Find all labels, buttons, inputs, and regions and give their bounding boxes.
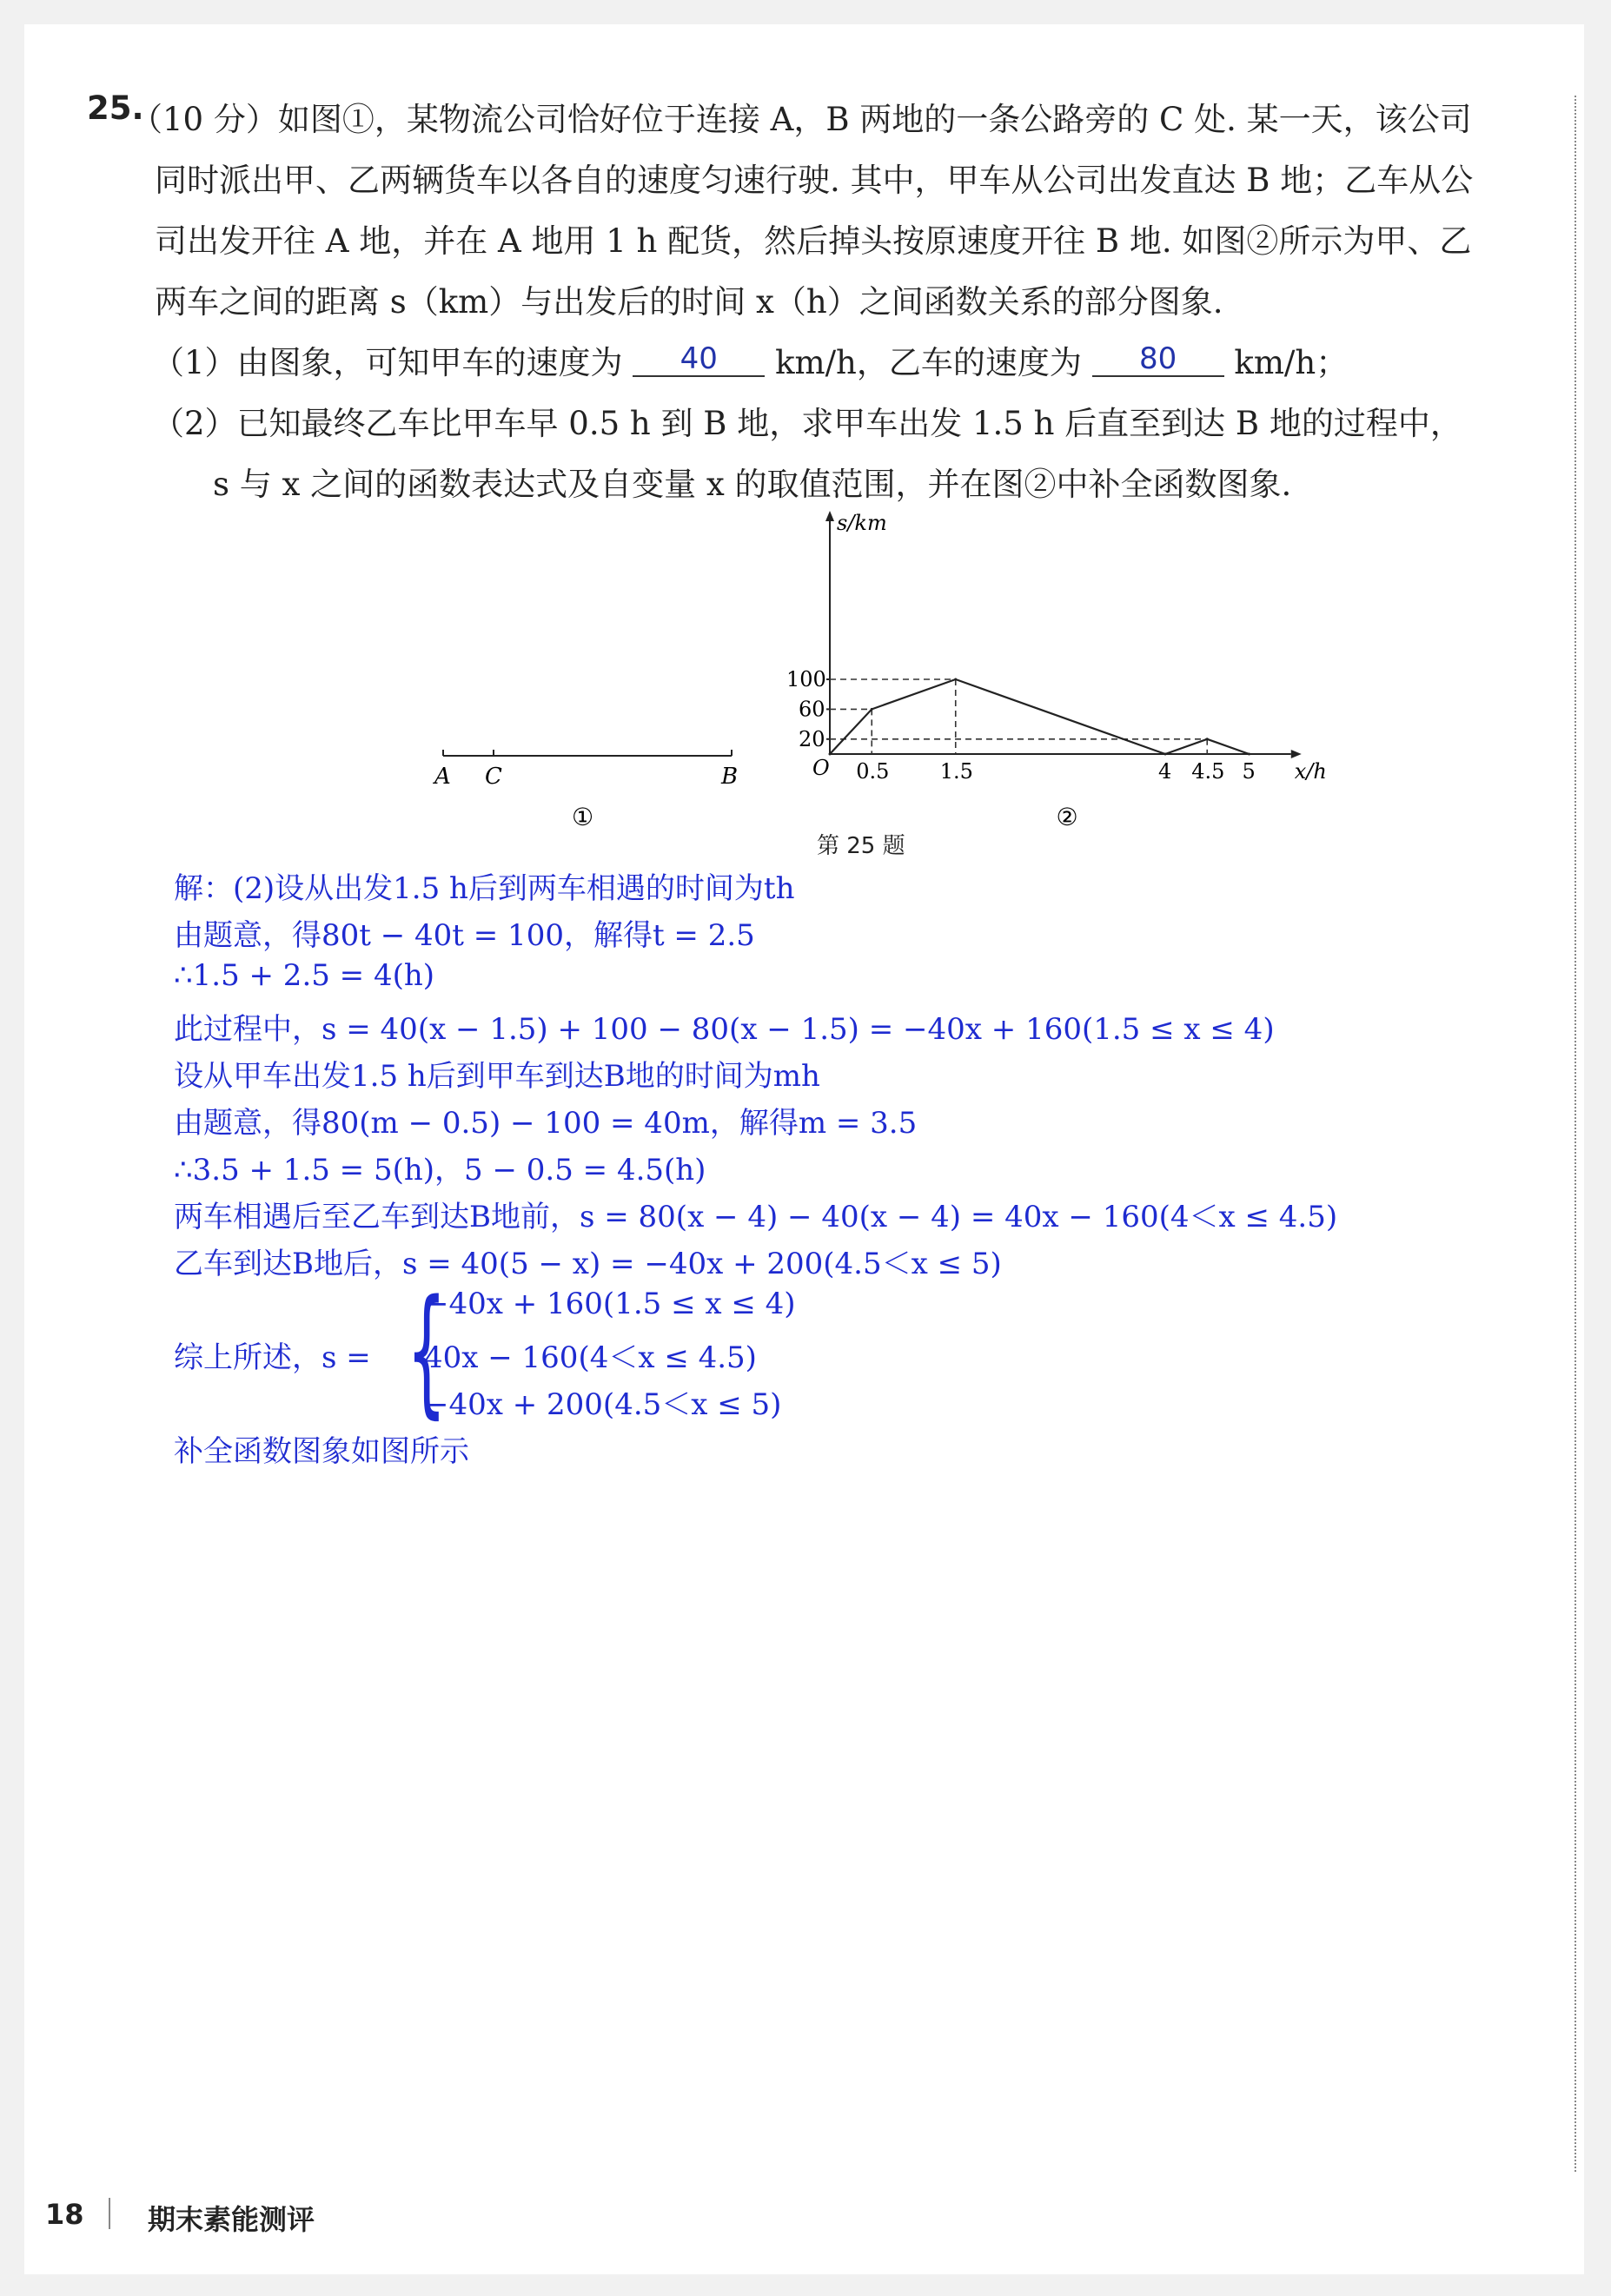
solution-line-6: 由题意，得80(m − 0.5) − 100 = 40m，解得m = 3.5 bbox=[174, 1106, 918, 1141]
solution-case-2: 40x − 160(4＜x ≤ 4.5) bbox=[424, 1340, 757, 1375]
solution-line-7: ∴3.5 + 1.5 = 5(h)，5 − 0.5 = 4.5(h) bbox=[174, 1153, 706, 1188]
figure-1-tag: ① bbox=[572, 803, 594, 831]
data-point bbox=[829, 753, 832, 756]
label-a: A bbox=[434, 764, 451, 790]
solution-line-9: 乙车到达B地后，s = 40(5 − x) = −40x + 200(4.5＜x ≤ 5) bbox=[174, 1247, 1002, 1281]
data-point bbox=[1206, 738, 1209, 740]
solution-line-8: 两车相遇后至乙车到达B地前，s = 80(x − 4) − 40(x − 4) = 40x − 160(4＜x ≤ 4.5) bbox=[174, 1200, 1338, 1234]
solution-case-3: −40x + 200(4.5＜x ≤ 5) bbox=[424, 1387, 782, 1422]
question-line-3: 司出发开往 A 地，并在 A 地用 1 h 配货，然后掉头按原速度开往 B 地. 如图②所示为甲、乙 bbox=[155, 222, 1472, 260]
solution-line-3: ∴1.5 + 2.5 = 4(h) bbox=[174, 958, 435, 993]
x-tick-label: 0.5 bbox=[856, 759, 890, 784]
data-point bbox=[871, 708, 873, 711]
answer-blank-yi[interactable]: 80 bbox=[1092, 342, 1224, 377]
solution-line-2: 由题意，得80t − 40t = 100，解得t = 2.5 bbox=[174, 918, 755, 953]
y-axis-arrow bbox=[825, 511, 834, 521]
footer-separator bbox=[109, 2198, 110, 2229]
label-b: B bbox=[721, 764, 739, 790]
x-tick-label: 4.5 bbox=[1191, 759, 1225, 784]
cases-brace: { bbox=[407, 1269, 447, 1432]
y-tick-label: 100 bbox=[786, 667, 826, 691]
y-tick-label: 60 bbox=[799, 697, 825, 722]
x-tick-label: 4 bbox=[1158, 759, 1172, 784]
part1-text: （1）由图象，可知甲车的速度为 bbox=[152, 344, 623, 381]
footer-title: 期末素能测评 bbox=[148, 2203, 315, 2236]
margin-dotted-line bbox=[1575, 96, 1576, 2172]
solution-line-5: 设从甲车出发1.5 h后到甲车到达B地的时间为mh bbox=[174, 1059, 820, 1094]
question-line-4: 两车之间的距离 s（km）与出发后的时间 x（h）之间函数关系的部分图象. bbox=[155, 283, 1223, 321]
solution-last-line: 补全函数图象如图所示 bbox=[174, 1434, 469, 1469]
part2-line-2: s 与 x 之间的函数表达式及自变量 x 的取值范围，并在图②中补全函数图象. bbox=[213, 466, 1292, 503]
part1 bbox=[152, 333, 1348, 394]
y-axis-label: s/km bbox=[837, 511, 887, 535]
x-axis-arrow bbox=[1291, 750, 1302, 758]
question-number: 25. bbox=[87, 89, 144, 127]
data-point bbox=[1248, 753, 1250, 756]
figure-2-tag: ② bbox=[1056, 803, 1078, 831]
solution-line-1: 解：(2)设从出发1.5 h后到两车相遇的时间为th bbox=[174, 871, 795, 906]
answer-blank-jia[interactable]: 40 bbox=[633, 342, 765, 377]
part1-unit2: km/h； bbox=[1234, 344, 1349, 381]
data-point bbox=[1164, 753, 1167, 756]
solution-line-4: 此过程中，s = 40(x − 1.5) + 100 − 80(x − 1.5) = −40x + 160(1.5 ≤ x ≤ 4) bbox=[174, 1012, 1275, 1047]
part1-unit1: km/h，乙车的速度为 bbox=[775, 344, 1082, 381]
x-axis-label: x/h bbox=[1294, 759, 1327, 784]
origin-label: O bbox=[812, 756, 830, 780]
y-tick-label: 20 bbox=[799, 726, 825, 751]
solution-summary-label: 综上所述，s = bbox=[174, 1340, 371, 1375]
figure-2-chart bbox=[778, 504, 1327, 843]
part2-line-1: （2）已知最终乙车比甲车早 0.5 h 到 B 地，求甲车出发 1.5 h 后直至到达 B 地的过程中， bbox=[152, 405, 1462, 442]
x-tick-label: 5 bbox=[1242, 759, 1256, 784]
x-tick-label: 1.5 bbox=[939, 759, 973, 784]
question-caption: 第 25 题 bbox=[817, 833, 905, 859]
data-point bbox=[954, 678, 957, 681]
series-line bbox=[830, 679, 1250, 754]
question-line-1: （10 分）如图①，某物流公司恰好位于连接 A，B 两地的一条公路旁的 C 处. 某一天，该公司 bbox=[130, 101, 1472, 138]
label-c: C bbox=[485, 764, 502, 790]
question-line-2: 同时派出甲、乙两辆货车以各自的速度匀速行驶. 其中，甲车从公司出发直达 B 地；乙车从公 bbox=[155, 162, 1474, 199]
solution-case-1: −40x + 160(1.5 ≤ x ≤ 4) bbox=[424, 1287, 796, 1321]
figure-1 bbox=[426, 738, 765, 834]
page-number: 18 bbox=[45, 2198, 84, 2231]
